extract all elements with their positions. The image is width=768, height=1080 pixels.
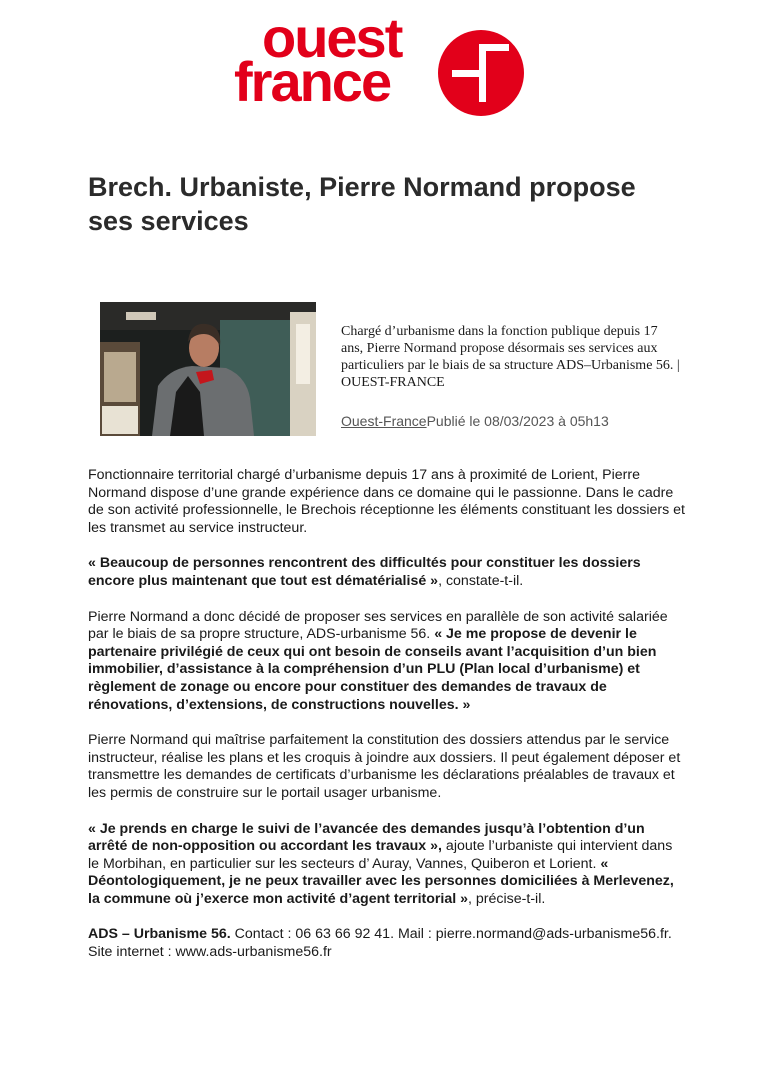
- paragraph-2: [88, 555, 686, 590]
- paragraph-3: [88, 609, 686, 715]
- paragraph-1: Fonctionnaire territorial chargé d’urbanisme depuis 17 ans à proximité de Lorient, Pierre Normand dispose d’une grande expérience dans ce domaine qui le passionne. Dans le cadre de son activité professionnelle, le Brechois réceptionne les éléments constituant les dossiers et les transmet au service instructeur.: [88, 467, 685, 536]
- paragraph-3-text: Pierre Normand a donc décidé de proposer ses services en parallèle de son activité salariée par le biais de sa propre structure, ADS-urbanisme 56.: [88, 608, 668, 643]
- paragraph-5-tail: , précise-t-il.: [468, 890, 546, 907]
- quote-2: « Je me propose de devenir le partenaire privilégié de ceux qui ont besoin de conseils avant l’acquisition d’un bien immobilier, d’assistance à la compréhension d’un PLU (Plan local d’urbanisme) et règlement de zonage ou encore pour constituer des demandes de travaux de rénovations, d’extensions, de constructions nouvelles. »: [88, 626, 657, 713]
- article-title: Brech. Urbaniste, Pierre Normand propose ses services: [88, 172, 636, 236]
- logo-circle-icon: [438, 30, 524, 116]
- quote-4: « Déontologiquement, je ne peux travailler avec les personnes domiciliées à Merlevenez, la commune où j’exerce mon activité d’agent territorial »: [88, 855, 674, 907]
- ouest-france-logo: [234, 6, 534, 122]
- article-photo: [100, 302, 316, 436]
- paragraph-5-text: ajoute l’urbaniste qui intervient dans le Morbihan, en particulier sur les secteurs d’ Auray, Vannes, Quiberon et Lorient.: [88, 838, 673, 872]
- contact-paragraph: [88, 926, 686, 961]
- logo-line-1: ouest: [262, 6, 402, 69]
- source-link[interactable]: Ouest-France: [341, 413, 427, 429]
- quote-3: « Je prends en charge le suivi de l’avancée des demandes jusqu’à l’obtention d’un arrêté de non-opposition ou accordant les travaux »,: [88, 820, 645, 855]
- quote-1: « Beaucoup de personnes rencontrent des difficultés pour constituer les dossiers encore plus maintenant que tout est dématérialisé »: [88, 555, 641, 589]
- paragraph-2-tail: , constate-t-il.: [438, 572, 524, 589]
- contact-details: Contact : 06 63 66 92 41. Mail : pierre.normand@ads-urbanisme56.fr. Site internet : www.ads-urbanisme56.fr: [88, 926, 672, 961]
- photo-caption: Chargé d’urbanisme dans la fonction publique depuis 17 ans, Pierre Normand propose désormais ses services aux particuliers par le biais de sa structure ADS–Urbanisme 56. | OUEST-FRANCE: [341, 324, 680, 390]
- contact-name: ADS – Urbanisme 56.: [88, 926, 231, 943]
- paragraph-5: [88, 821, 686, 909]
- article-body: [88, 467, 686, 980]
- byline: [341, 413, 701, 430]
- paragraph-4: Pierre Normand qui maîtrise parfaitement la constitution des dossiers attendus par le service instructeur, réalise les plans et les croquis à joindre aux dossiers. Il peut également déposer et transmettre les demandes de certificats d’urbanisme les déclarations préalables de travaux et les permis de construire sur le portail usager urbanisme.: [88, 732, 681, 801]
- publish-date: Publié le 08/03/2023 à 05h13: [426, 413, 609, 429]
- logo-line-2: france: [234, 50, 391, 113]
